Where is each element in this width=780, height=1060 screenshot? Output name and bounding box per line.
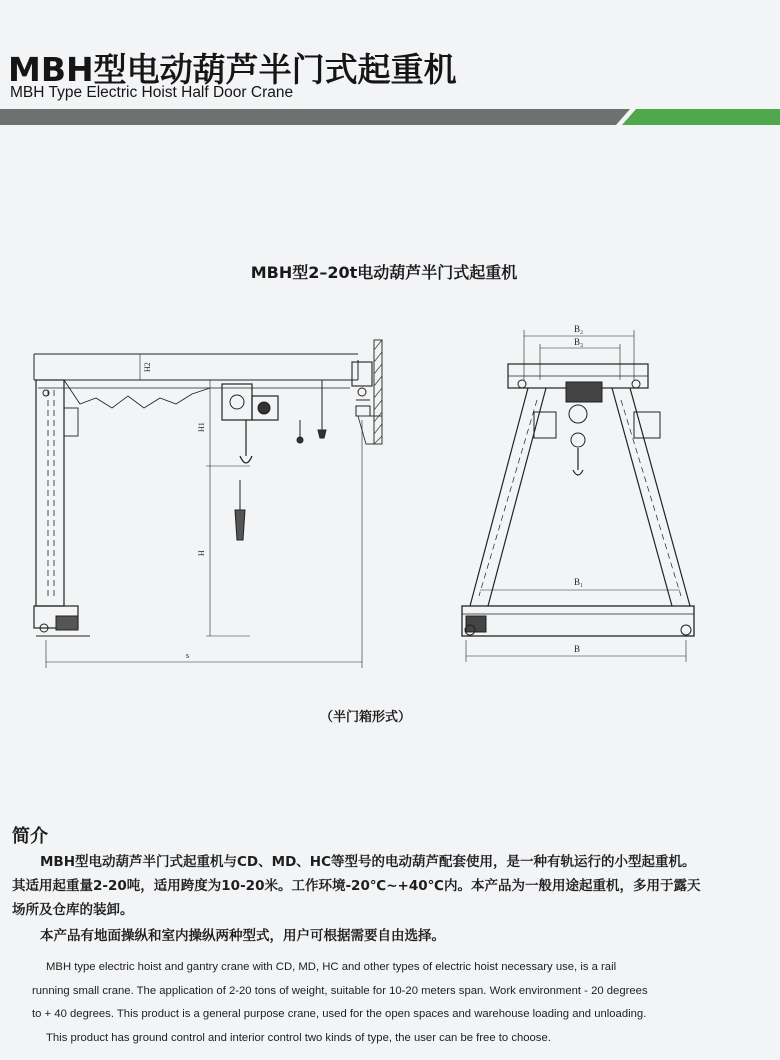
intro-paragraph-cn-1: MBH型电动葫芦半门式起重机与CD、MD、HC等型号的电动葫芦配套使用，是一种有轨运行的小型起重机。其适用起重量2-20吨，适用跨度为10-20米。工作环境-20℃~+40℃内。本产品为一般用途起重机，多用于露天场所及仓库的装卸。 (12, 854, 701, 918)
dim-label-b: B (574, 644, 581, 654)
dim-label-b1: B₁ (574, 577, 584, 587)
intro-paragraph-en (32, 956, 712, 1050)
dim-label-h: H (197, 550, 206, 556)
end-view-elevation (462, 324, 694, 662)
dim-label-b2: B₂ (574, 324, 584, 334)
intro-en-line-1: MBH type electric hoist and gantry crane with CD, MD, HC and other types of electric hoist necessary use, is a rail (46, 961, 617, 973)
page-title-en: MBH Type Electric Hoist Half Door Crane (10, 84, 294, 101)
intro-en-line-2: running small crane. The application of 2-20 tons of weight, suitable for 10-20 meters span. Work environment - 20 degrees (32, 984, 648, 997)
crane-drawing (0, 300, 780, 700)
drawing-caption: （半门箱形式） (320, 710, 412, 725)
intro-en-line-4: This product has ground control and interior control two kinds of type, the user can be free to choose. (46, 1031, 551, 1044)
page-title-cn: MBH型电动葫芦半门式起重机 (8, 50, 457, 89)
intro-en-line-3: to + 40 degrees. This product is a general purpose crane, used for the open spaces and warehouse loading and unloading. (32, 1008, 647, 1020)
header-color-band (0, 109, 780, 125)
intro-heading: 简介 (12, 826, 48, 847)
dim-label-h2: H2 (143, 362, 152, 372)
side-view-elevation (34, 340, 382, 668)
dim-label-b3: B₃ (574, 337, 584, 347)
dim-label-h1: H1 (197, 422, 206, 432)
drawing-title: MBH型2–20t电动葫芦半门式起重机 (250, 263, 518, 282)
dim-label-s: s (186, 651, 190, 660)
intro-paragraph-cn-2: 本产品有地面操纵和室内操纵两种型式，用户可根据需要自由选择。 (40, 928, 445, 944)
